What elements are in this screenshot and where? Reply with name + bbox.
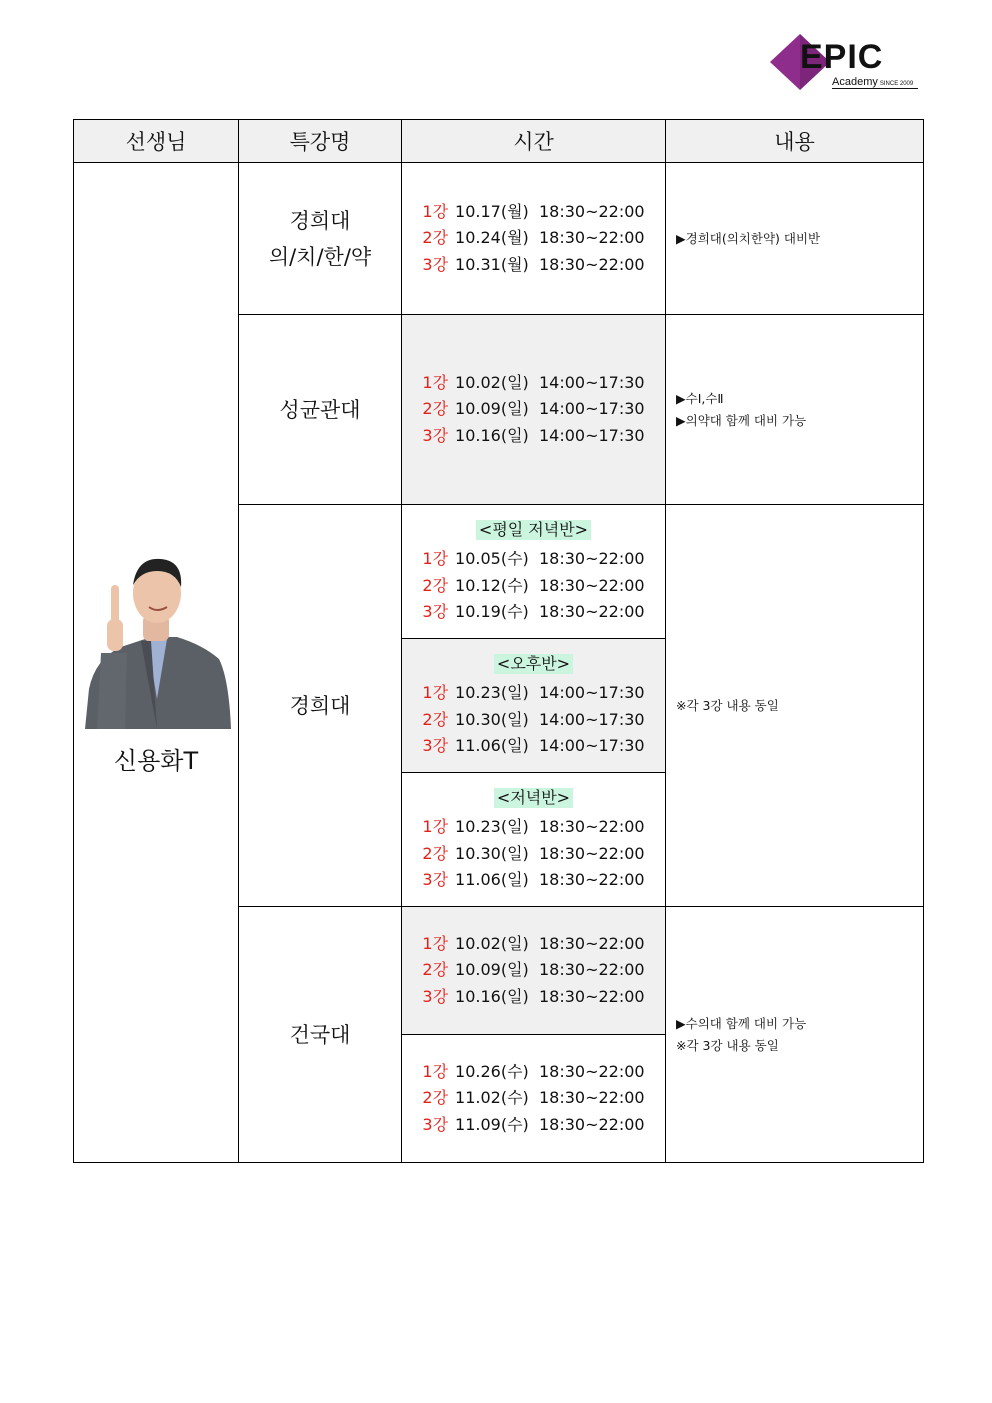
spacer (529, 1088, 539, 1107)
logo-since: SINCE 2009 (879, 81, 914, 87)
time-row (402, 841, 665, 868)
lecture-time: 18:30~22:00 (538, 254, 645, 274)
lecture-time: 18:30~22:00 (538, 549, 645, 569)
spacer (529, 710, 539, 729)
lecture-number: 2강 (422, 1088, 449, 1108)
lecture-number: 1강 (422, 201, 449, 221)
course-name-cell (239, 907, 402, 1163)
lecture-date: 11.02(수) (455, 1088, 529, 1108)
teacher-cell (74, 163, 239, 1163)
time-cell (402, 1035, 666, 1163)
lecture-number: 2강 (422, 709, 449, 729)
lecture-time: 18:30~22:00 (538, 602, 645, 622)
spacer (529, 960, 539, 979)
lecture-date: 10.16(일) (455, 425, 529, 445)
lecture-time: 18:30~22:00 (538, 1061, 645, 1081)
lecture-schedule-table (73, 119, 924, 1163)
header-content: 내용 (666, 120, 924, 163)
time-cell (402, 773, 666, 907)
lecture-number: 2강 (422, 960, 449, 980)
lecture-number: 1강 (422, 372, 449, 392)
session-label (402, 785, 665, 814)
time-cell (402, 505, 666, 639)
lecture-date: 10.31(월) (455, 254, 529, 274)
time-row (402, 1085, 665, 1112)
content-line: ▶경희대(의치한약) 대비반 (676, 230, 821, 246)
time-row (402, 1059, 665, 1086)
course-name-line: 건국대 (289, 1022, 351, 1047)
lecture-date: 10.23(일) (455, 683, 529, 703)
teacher-photo (81, 549, 231, 729)
lecture-number: 3강 (422, 986, 449, 1006)
lecture-number: 3강 (422, 1114, 449, 1134)
session-label-text: <평일 저녁반> (476, 520, 591, 540)
content-cell (666, 907, 924, 1163)
lecture-time: 18:30~22:00 (538, 228, 645, 248)
time-row (402, 867, 665, 894)
course-name-line: 경희대 (289, 693, 351, 718)
lecture-date: 10.09(일) (455, 960, 529, 980)
lecture-time: 18:30~22:00 (538, 1088, 645, 1108)
header-teacher: 선생님 (74, 120, 239, 163)
session-label (402, 651, 665, 680)
content-cell (666, 163, 924, 315)
table-row (74, 163, 924, 315)
lecture-time: 18:30~22:00 (538, 201, 645, 221)
lecture-date: 10.02(일) (455, 933, 529, 953)
lecture-number: 3강 (422, 870, 449, 890)
spacer (529, 683, 539, 702)
lecture-number: 1강 (422, 1061, 449, 1081)
course-name-line: 경희대 (289, 208, 351, 233)
lecture-time: 18:30~22:00 (538, 817, 645, 837)
time-row (402, 984, 665, 1011)
lecture-date: 11.06(일) (455, 870, 529, 890)
time-cell (402, 639, 666, 773)
spacer (529, 399, 539, 418)
time-row (402, 599, 665, 626)
content-line: ※각 3강 내용 동일 (676, 697, 779, 713)
session-label-text: <저녁반> (494, 788, 573, 808)
session-label-text: <오후반> (494, 654, 573, 674)
teacher-name: 신용화T (113, 747, 199, 775)
logo-underline (832, 88, 918, 89)
lecture-number: 2강 (422, 228, 449, 248)
time-row (402, 370, 665, 397)
lecture-time: 18:30~22:00 (538, 575, 645, 595)
time-row (402, 931, 665, 958)
lecture-number: 1강 (422, 549, 449, 569)
lecture-date: 10.19(수) (455, 602, 529, 622)
course-name-cell (239, 163, 402, 315)
lecture-number: 3강 (422, 254, 449, 274)
time-row (402, 252, 665, 279)
lecture-time: 14:00~17:30 (538, 683, 645, 703)
time-row (402, 680, 665, 707)
lecture-date: 10.16(일) (455, 986, 529, 1006)
lecture-number: 1강 (422, 933, 449, 953)
spacer (529, 934, 539, 953)
lecture-time: 18:30~22:00 (538, 870, 645, 890)
time-row (402, 814, 665, 841)
lecture-number: 2강 (422, 843, 449, 863)
spacer (529, 736, 539, 755)
logo-academy: Academy (832, 76, 878, 88)
lecture-date: 11.06(일) (455, 736, 529, 756)
lecture-date: 10.17(월) (455, 201, 529, 221)
time-row (402, 225, 665, 252)
spacer (529, 202, 539, 221)
lecture-time: 14:00~17:30 (538, 425, 645, 445)
spacer (529, 870, 539, 889)
lecture-time: 14:00~17:30 (538, 736, 645, 756)
course-name-cell (239, 315, 402, 505)
time-row (402, 707, 665, 734)
spacer (529, 373, 539, 392)
spacer (529, 576, 539, 595)
lecture-time: 14:00~17:30 (538, 372, 645, 392)
lecture-date: 10.24(월) (455, 228, 529, 248)
course-name-line: 성균관대 (279, 397, 361, 422)
spacer (529, 549, 539, 568)
content-cell (666, 315, 924, 505)
header-time: 시간 (402, 120, 666, 163)
lecture-date: 10.30(일) (455, 843, 529, 863)
lecture-number: 3강 (422, 736, 449, 756)
spacer (529, 1062, 539, 1081)
lecture-number: 2강 (422, 575, 449, 595)
spacer (529, 987, 539, 1006)
lecture-number: 3강 (422, 602, 449, 622)
spacer (529, 228, 539, 247)
course-name-cell (239, 505, 402, 907)
lecture-date: 10.12(수) (455, 575, 529, 595)
epic-academy-logo (768, 32, 920, 92)
lecture-number: 2강 (422, 399, 449, 419)
time-row (402, 199, 665, 226)
content-line: ▶의약대 함께 대비 가능 (676, 412, 807, 428)
lecture-date: 10.23(일) (455, 817, 529, 837)
content-line: ※각 3강 내용 동일 (676, 1037, 779, 1053)
lecture-date: 10.30(일) (455, 709, 529, 729)
time-row (402, 957, 665, 984)
time-cell (402, 315, 666, 505)
lecture-date: 10.02(일) (455, 372, 529, 392)
time-row (402, 1112, 665, 1139)
course-name-line: 의/치/한/약 (268, 244, 372, 269)
spacer (529, 426, 539, 445)
lecture-number: 1강 (422, 683, 449, 703)
spacer (529, 844, 539, 863)
lecture-time: 14:00~17:30 (538, 399, 645, 419)
lecture-time: 14:00~17:30 (538, 709, 645, 729)
logo-brand: EPIC (800, 38, 884, 76)
lecture-number: 3강 (422, 425, 449, 445)
lecture-date: 10.05(수) (455, 549, 529, 569)
time-row (402, 546, 665, 573)
lecture-time: 18:30~22:00 (538, 986, 645, 1006)
spacer (529, 255, 539, 274)
time-row (402, 396, 665, 423)
spacer (529, 1115, 539, 1134)
schedule-body (74, 163, 924, 1163)
lecture-date: 10.26(수) (455, 1061, 529, 1081)
time-row (402, 573, 665, 600)
time-cell (402, 163, 666, 315)
header-course: 특강명 (239, 120, 402, 163)
spacer (529, 602, 539, 621)
lecture-date: 10.09(일) (455, 399, 529, 419)
spacer (529, 817, 539, 836)
content-cell (666, 505, 924, 907)
lecture-time: 18:30~22:00 (538, 843, 645, 863)
time-row (402, 423, 665, 450)
header-row (74, 120, 924, 163)
time-cell (402, 907, 666, 1035)
content-line: ▶수의대 함께 대비 가능 (676, 1015, 807, 1031)
session-label (402, 517, 665, 546)
time-row (402, 733, 665, 760)
lecture-date: 11.09(수) (455, 1114, 529, 1134)
lecture-time: 18:30~22:00 (538, 933, 645, 953)
lecture-time: 18:30~22:00 (538, 960, 645, 980)
content-line: ▶수Ⅰ,수Ⅱ (676, 390, 724, 406)
lecture-time: 18:30~22:00 (538, 1114, 645, 1134)
lecture-number: 1강 (422, 817, 449, 837)
